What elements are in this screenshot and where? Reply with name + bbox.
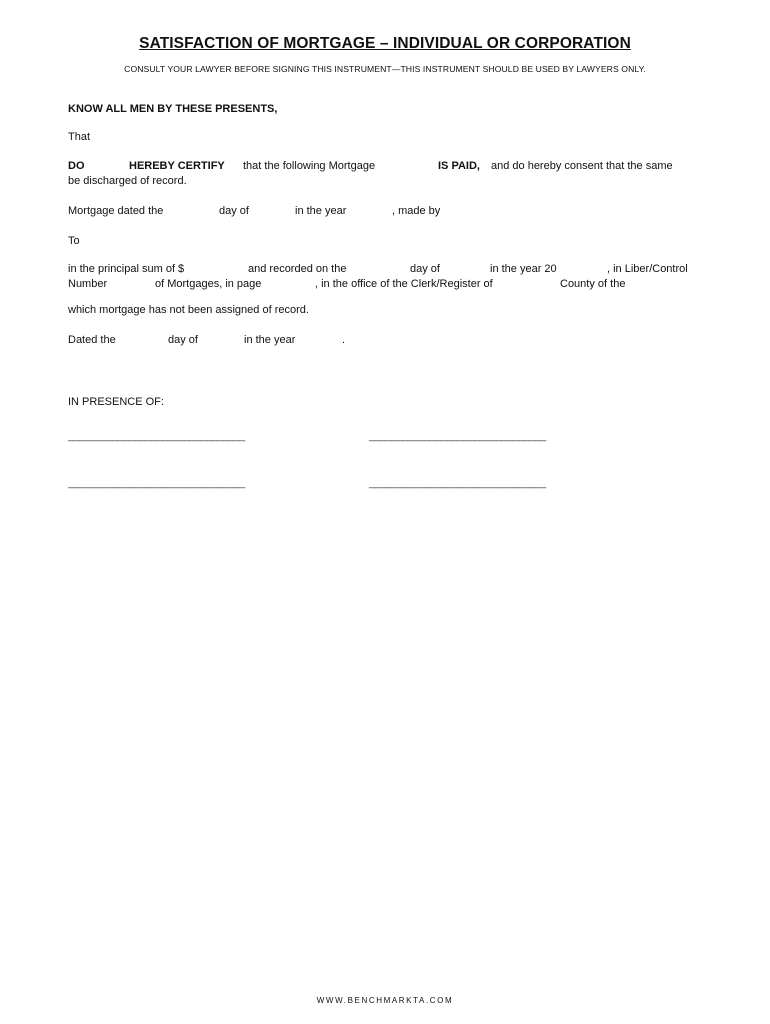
dated-year-label: in the year (244, 334, 296, 346)
clerk-office-label: , in the office of the Clerk/Register of (315, 278, 493, 290)
discharged-text: be discharged of record. (68, 175, 187, 187)
that-text: That (68, 131, 91, 143)
principal-sum-label: in the principal sum of $ (68, 263, 185, 275)
liber-label: , in Liber/Control (607, 263, 688, 275)
not-assigned-text: which mortgage has not been assigned of record. (68, 304, 309, 316)
is-paid-text: IS PAID, (438, 160, 480, 172)
dated-period: . (342, 334, 346, 346)
signer-signature-line-1: ________________________________ (369, 430, 546, 442)
recorded-year-label: in the year 20 (490, 263, 557, 275)
made-by-label: , made by (392, 205, 441, 217)
following-mortgage-text: that the following Mortgage (243, 160, 376, 172)
witness-signature-line-1: ________________________________ (68, 430, 245, 442)
to-label: To (68, 235, 80, 247)
dated-label: Dated the (68, 334, 116, 346)
footer-website: WWW.BENCHMARKTA.COM (316, 996, 454, 1005)
witness-signature-line-2: ________________________________ (68, 477, 245, 489)
mortgage-year-label: in the year (295, 205, 347, 217)
in-presence-of-heading: IN PRESENCE OF: (68, 396, 164, 408)
number-label: Number (68, 278, 108, 290)
consent-text: and do hereby consent that the same (491, 160, 673, 172)
do-text: DO (68, 160, 85, 172)
hereby-certify-text: HEREBY CERTIFY (129, 160, 225, 172)
lawyer-notice: CONSULT YOUR LAWYER BEFORE SIGNING THIS INSTRUMENT—THIS INSTRUMENT SHOULD BE USED BY LAWYERS ONLY. (124, 64, 646, 74)
dated-day-of-label: day of (168, 334, 198, 346)
mortgages-page-label: of Mortgages, in page (155, 278, 262, 290)
recorded-label: and recorded on the (248, 263, 347, 275)
document-title: SATISFACTION OF MORTGAGE – INDIVIDUAL OR CORPORATION (139, 35, 631, 52)
mortgage-dated-label: Mortgage dated the (68, 205, 164, 217)
mortgage-day-of-label: day of (219, 205, 249, 217)
signer-signature-line-2: ________________________________ (369, 477, 546, 489)
recorded-day-of-label: day of (410, 263, 440, 275)
know-all-heading: KNOW ALL MEN BY THESE PRESENTS, (68, 103, 278, 115)
county-label: County of the (560, 278, 626, 290)
